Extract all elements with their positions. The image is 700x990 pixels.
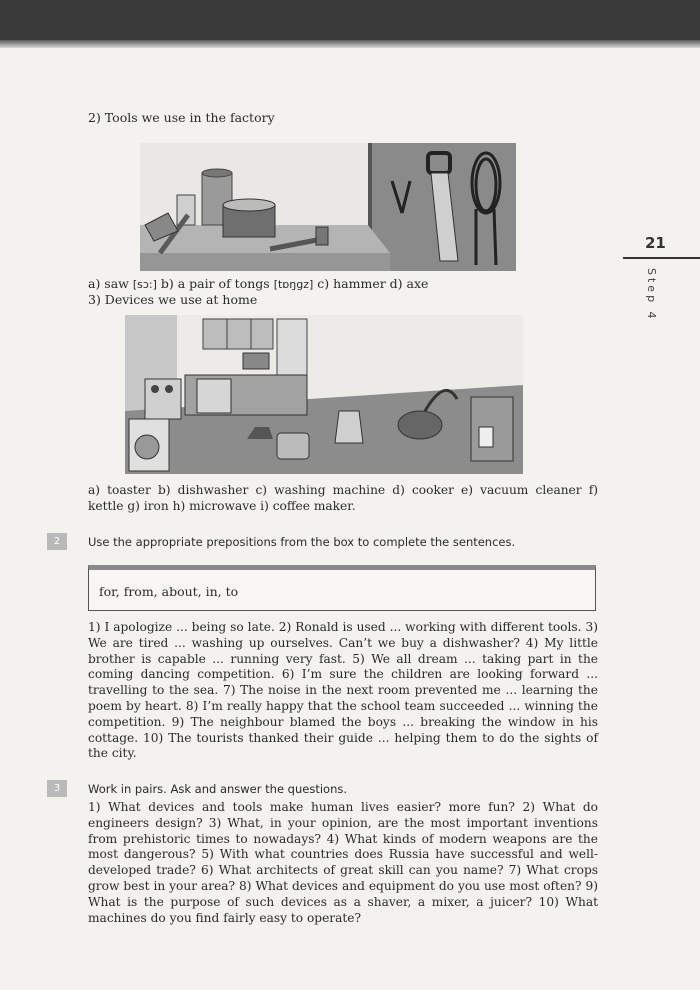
factory-tools-illustration [140, 143, 516, 271]
section-title-home: 3) Devices we use at home [88, 292, 258, 307]
factory-caption-part: c) hammer d) axe [313, 276, 429, 291]
exercise-questions: 1) What devices and tools make human lives easier? more fun? 2) What do engineers design? 3) What, in your opinion, are the most important inventions from prehistoric times to nowadays? 4) What kinds of modern weapons are the most dangerous? 5) With what countries does Russia have successful and well-developed trade? 6) What architects of great skill can you name? 7) What crops grow best in your area? 8) What devices and equipment do you use most often? 9) What is the purpose of such devices as a shaver, a mixer, a juicer? 10) What machines do you find fairly easy to operate? [88, 800, 598, 925]
exercise-number: 3 [47, 780, 67, 797]
factory-caption [88, 276, 428, 293]
coffee-maker-icon [471, 397, 513, 461]
factory-caption-part: a) saw [88, 276, 133, 291]
cooker-icon [145, 379, 181, 419]
factory-caption-part: b) a pair of tongs [156, 276, 274, 291]
ipa-saw: [sɔ:] [132, 278, 157, 291]
exercise-number: 2 [47, 533, 67, 550]
microwave-icon [243, 353, 269, 369]
prepositions-words: for, from, about, in, to [99, 584, 239, 599]
page-number-rule [623, 257, 700, 259]
page-number-tab [623, 230, 700, 260]
exercise-instruction: Work in pairs. Ask and answer the questions. [88, 782, 348, 796]
toaster-icon [277, 433, 309, 459]
prepositions-box [88, 565, 596, 611]
home-caption: a) toaster b) dishwasher c) washing machine d) cooker e) vacuum cleaner f) kettle g) iron h) microwave i) coffee maker. [88, 483, 598, 513]
ipa-tongs: [tɒŋgz] [273, 278, 314, 291]
kettle-icon [335, 411, 363, 443]
top-bar-shade [0, 40, 700, 48]
section-title-factory: 2) Tools we use in the factory [88, 110, 275, 125]
dishwasher-icon [197, 379, 231, 413]
home-devices-illustration [125, 315, 523, 474]
exercise-sentences: 1) I apologize ... being so late. 2) Ronald is used ... working with different tools. 3) We are tired ... washing up ourselves. Can’t we buy a dishwasher? 4) My little brother is capable ... running very fast. 5) We all dream ... taking part in the coming dancing competition. 6) I’m sure the children are looking forward ... travelling to the sea. 7) The noise in the next room prevented me ... learning the poem by heart. 8) I’m really happy that the school team succeeded ... winning the competition. 9) The neighbour blamed the boys ... breaking the window in his cottage. 10) The tourists thanked their guide ... helping them to do the sights of the city. [88, 620, 598, 761]
exercise-instruction: Use the appropriate prepositions from the box to complete the sentences. [88, 535, 516, 549]
page-number: 21 [645, 234, 666, 252]
step-label: Step 4 [645, 268, 658, 322]
